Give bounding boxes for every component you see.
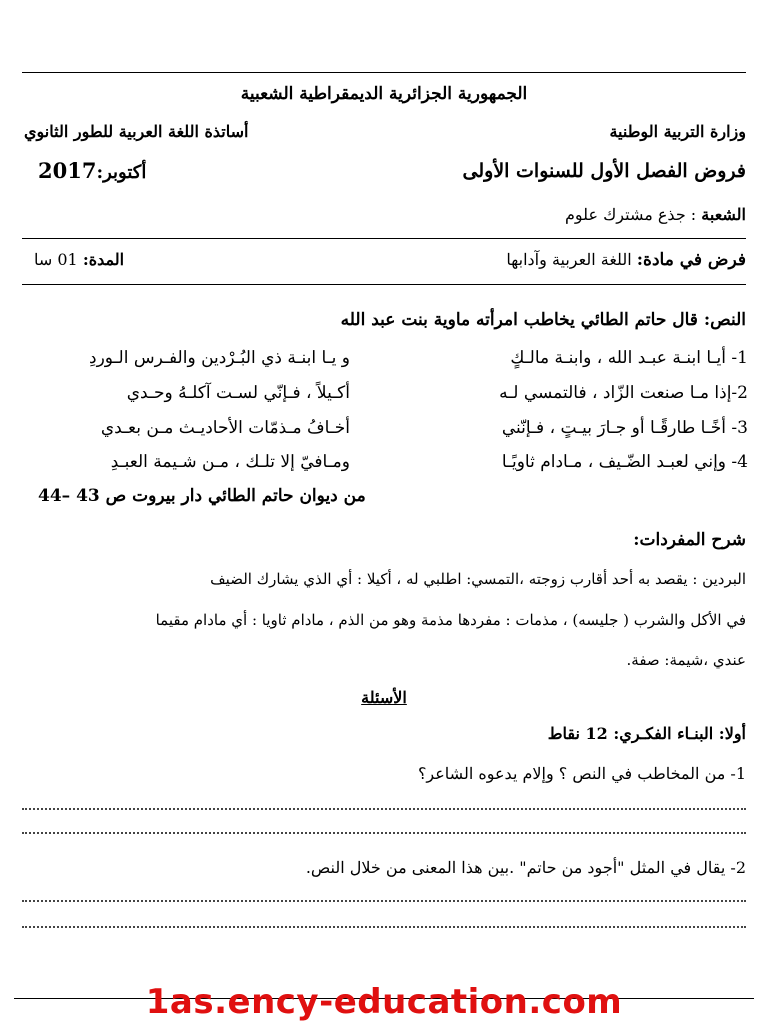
duration-value: 01 سا (34, 250, 78, 269)
date-year: 2017 (38, 158, 97, 183)
branch-value: : جذع مشترك علوم (565, 205, 697, 224)
subject-value: اللغة العربية وآدابها (506, 250, 632, 269)
part1-label: أولا: البنـاء الفكـري: (613, 724, 746, 743)
text-heading-label: النص: (703, 310, 746, 330)
vocabulary-heading: شرح المفردات: (633, 530, 746, 550)
answer-line[interactable] (22, 926, 746, 928)
branch-label: الشعبة (701, 205, 746, 224)
text-heading (341, 310, 746, 330)
exam-date (38, 158, 146, 183)
verse-2-first: 2-إذا مـا صنعت الزّاد ، فالتمسي لـه (499, 383, 748, 403)
questions-heading: الأسئلة (361, 688, 407, 707)
ministry-name: وزارة التربية الوطنية (609, 122, 746, 141)
question-2: 2- يقال في المثل "أجود من حاتم" .بين هذا المعنى من خلال النص. (305, 858, 746, 877)
duration-row (34, 250, 124, 269)
republic-title: الجمهورية الجزائرية الديمقراطية الشعبية (240, 84, 528, 104)
question-1: 1- من المخاطب في النص ؟ وإلام يدعوه الشاعر؟ (417, 764, 746, 783)
verse-3-second: أخـافُ مـذمّات الأحاديـث مـن بعـدي (100, 418, 350, 438)
date-label: أكتوبر: (96, 162, 147, 183)
part1-points: 12 نقاط (547, 724, 608, 743)
verse-1-second: و يـا ابنـة ذي البُـرْدين والفـرس الـوردِ (89, 348, 350, 368)
verse-4-second: ومـافيّ إلا تلـك ، مـن شـيمة العبـدِ (110, 452, 350, 472)
verse-2-second: أكـيلاً ، فـإنّي لسـت آكلـهُ وحـدي (126, 383, 350, 403)
vocabulary-line-2: في الأكل والشرب ( جليسه) ، مذمات : مفردها مذمة وهو من الذم ، مادام ثاويا : أي مادام مقيما (155, 611, 746, 629)
subject-label: فرض في مادة: (636, 250, 746, 270)
vocabulary-line-1: البردين : يقصد به أحد أقارب زوجته ،التمسي: اطلبي له ، أكيلا : أي الذي يشارك الضيف (210, 570, 746, 588)
verse-4-first: 4- وإني لعبـد الضّـيف ، مـادام ثاويًـا (501, 452, 748, 472)
text-heading-content: قال حاتم الطائي يخاطب امرأته ماوية بنت عبد الله (340, 310, 698, 330)
poem-source: من ديوان حاتم الطائي دار بيروت ص 43 –44 (38, 486, 366, 506)
answer-line[interactable] (22, 900, 746, 902)
verse-1-first: 1- أيـا ابنـة عبـد الله ، وابنـة مالـكٍ (510, 348, 748, 368)
vocabulary-line-3: عندي ،شيمة: صفة. (626, 651, 746, 669)
branch-row (565, 205, 746, 224)
answer-line[interactable] (22, 832, 746, 834)
part1-heading (548, 724, 746, 743)
duration-label: المدة: (82, 250, 125, 269)
subject-row (506, 250, 746, 270)
top-rule (22, 72, 746, 73)
rule-after-subject (22, 284, 746, 285)
answer-line[interactable] (22, 808, 746, 810)
exam-title: فروض الفصل الأول للسنوات الأولى (462, 160, 746, 182)
footer-site-url[interactable]: 1as.ency-education.com (145, 982, 623, 1022)
rule-after-branch (22, 238, 746, 239)
teachers-label: أساتذة اللغة العربية للطور الثانوي (24, 122, 249, 141)
verse-3-first: 3- أخًـا طارقًـا أو جـارَ بيـتٍ ، فـإنّني (501, 418, 748, 438)
